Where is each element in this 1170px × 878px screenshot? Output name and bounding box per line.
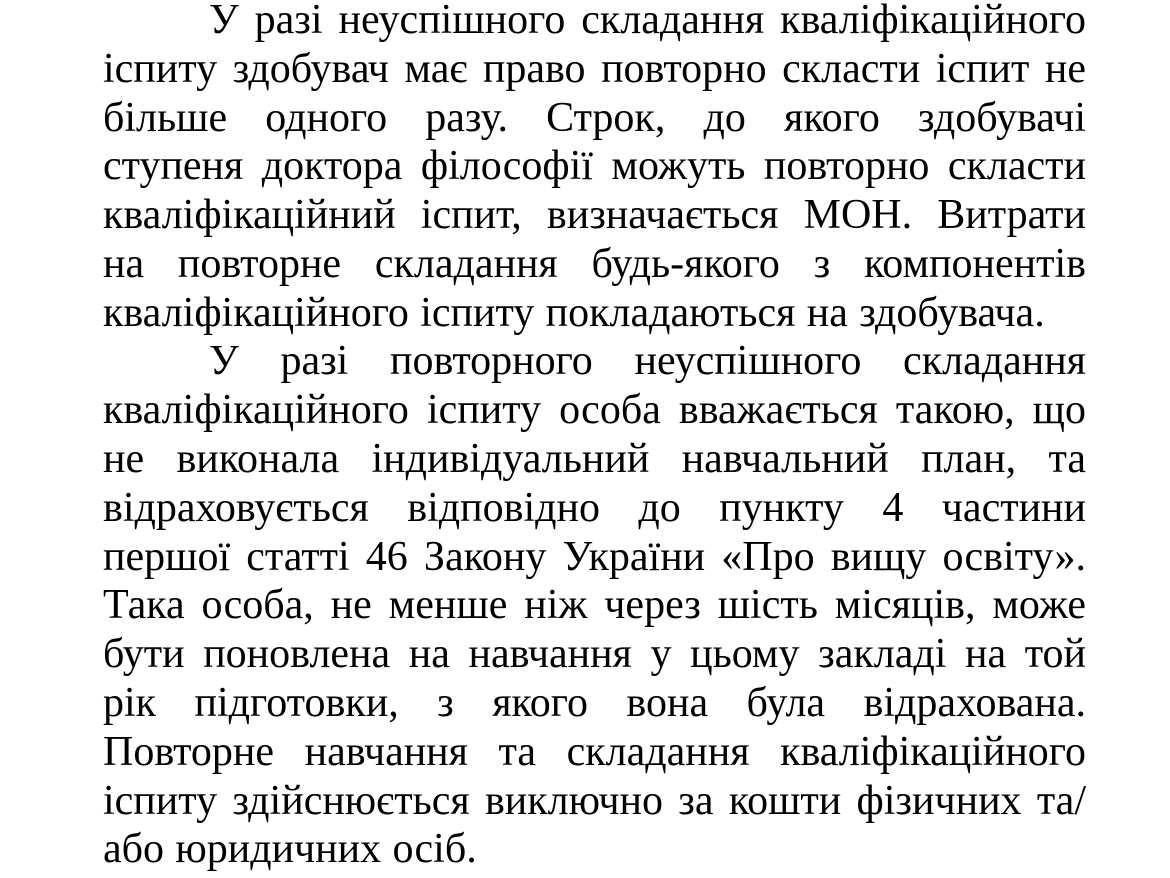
text-line: не виконала індивідуальний навчальний план, та <box>103 436 1086 483</box>
document-text <box>103 0 1086 874</box>
paragraph <box>103 337 1086 874</box>
text-line: рік підготовки, з якого вона була відрахована. <box>103 679 1086 726</box>
text-line: бути поновлена на навчання у цьому закладі на той <box>103 631 1086 678</box>
text-line: кваліфікаційний іспит, визначається МОН. Витрати <box>103 192 1086 239</box>
text-line: Повторне навчання та складання кваліфікаційного <box>103 728 1086 775</box>
text-line: першої статті 46 Закону України «Про вищу освіту». <box>103 533 1086 580</box>
paragraph <box>103 0 1086 337</box>
text-line: іспиту здійснюється виключно за кошти фізичних та/ <box>103 777 1086 824</box>
text-line: кваліфікаційного іспиту покладаються на здобувача. <box>103 289 1045 336</box>
text-line: на повторне складання будь-якого з компонентів <box>103 240 1086 287</box>
text-line: відраховується відповідно до пункту 4 частини <box>103 484 1086 531</box>
text-line: або юридичних осіб. <box>103 826 477 873</box>
text-line: У разі неуспішного складання кваліфікаційного <box>209 0 1086 43</box>
text-line: Така особа, не менше ніж через шість місяців, може <box>103 582 1086 629</box>
text-line: У разі повторного неуспішного складання <box>209 338 1086 385</box>
text-line: ступеня доктора філософії можуть повторно скласти <box>103 143 1086 190</box>
text-line: іспиту здобувач має право повторно скласти іспит не <box>103 45 1086 92</box>
text-line: більше одного разу. Строк, до якого здобувачі <box>103 94 1086 141</box>
text-line: кваліфікаційного іспиту особа вважається такою, що <box>103 387 1086 434</box>
